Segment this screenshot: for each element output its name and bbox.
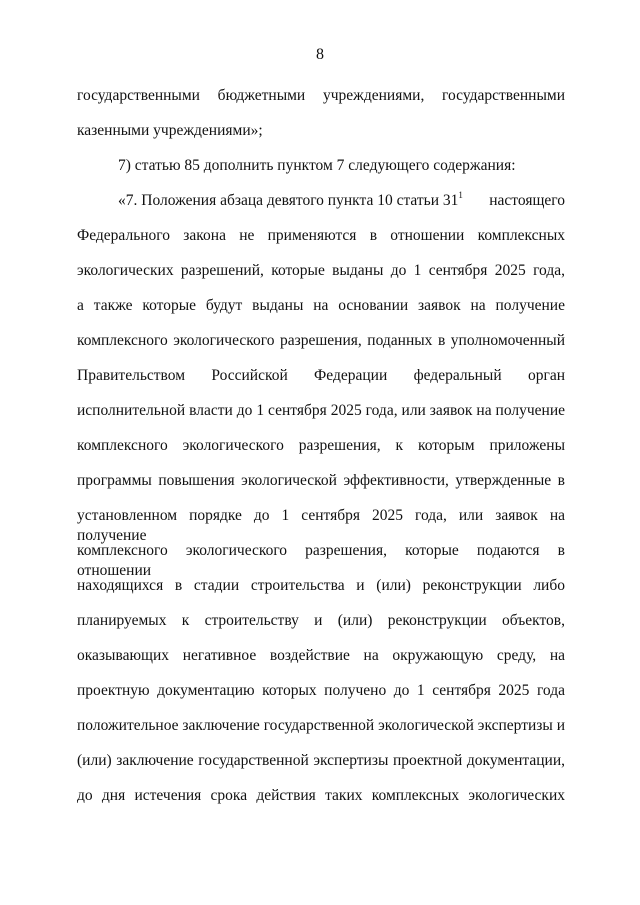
text-line: комплексного экологического разрешения, поданных в уполномоченный bbox=[77, 332, 565, 349]
text-line-end: настоящего bbox=[489, 192, 565, 209]
text-line: Правительством Российской Федерации федеральный орган bbox=[77, 367, 565, 384]
text-line: программы повышения экологической эффективности, утвержденные в bbox=[77, 472, 565, 489]
text-line: планируемых к строительству и (или) реконструкции объектов, bbox=[77, 612, 565, 629]
text-line: оказывающих негативное воздействие на окружающую среду, на bbox=[77, 647, 565, 664]
text-line-with-superscript bbox=[118, 191, 565, 211]
superscript: 1 bbox=[458, 190, 463, 200]
page-number: 8 bbox=[316, 46, 324, 63]
text-line: экологических разрешений, которые выданы до 1 сентября 2025 года, bbox=[77, 262, 565, 279]
text-line: установленном порядке до 1 сентября 2025 года, или заявок на получение bbox=[77, 507, 565, 544]
text-line: находящихся в стадии строительства и (или) реконструкции либо bbox=[77, 577, 565, 594]
text-line: государственными бюджетными учреждениями, государственными bbox=[77, 87, 565, 104]
text-line: проектную документацию которых получено до 1 сентября 2025 года bbox=[77, 682, 565, 699]
text-line: казенными учреждениями»; bbox=[77, 122, 263, 139]
text-line: до дня истечения срока действия таких комплексных экологических bbox=[77, 787, 565, 804]
text-line: а также которые будут выданы на основании заявок на получение bbox=[77, 297, 565, 314]
text-line: исполнительной власти до 1 сентября 2025 года, или заявок на получение bbox=[77, 402, 565, 419]
text-line: комплексного экологического разрешения, к которым приложены bbox=[77, 437, 565, 454]
text-line: (или) заключение государственной экспертизы проектной документации, bbox=[77, 752, 565, 769]
text-line: 7) статью 85 дополнить пунктом 7 следующего содержания: bbox=[118, 157, 516, 174]
text-line: Федерального закона не применяются в отношении комплексных bbox=[77, 227, 565, 244]
text-line-start: «7. Положения абзаца девятого пункта 10 статьи $31^1$ bbox=[118, 190, 463, 209]
text-line: комплексного экологического разрешения, которые подаются в отношении bbox=[77, 542, 565, 579]
text-line: положительное заключение государственной экологической экспертизы и bbox=[77, 717, 565, 734]
